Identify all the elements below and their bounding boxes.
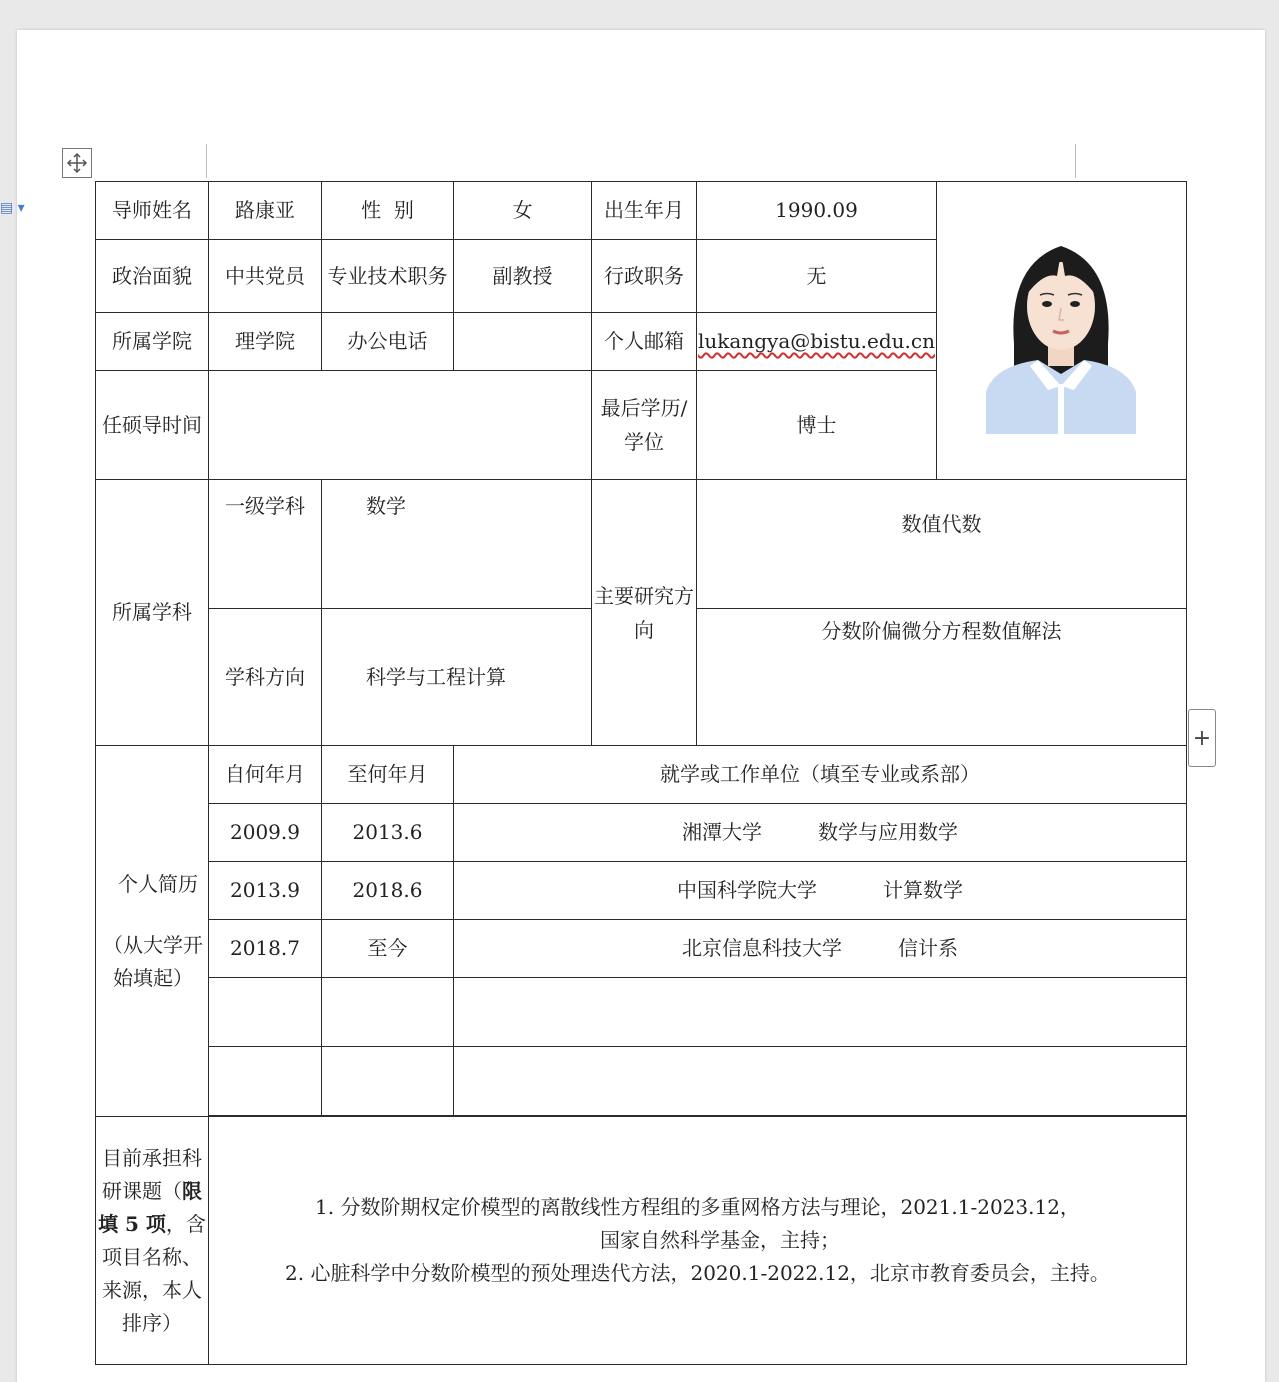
project-item: 1. 分数阶期权定价模型的离散线性方程组的多重网格方法与理论，2021.1-2023.12， (315, 1195, 1080, 1219)
gender-value[interactable]: 女 (454, 182, 592, 240)
email-text: lukangya@bistu.edu.cn (698, 329, 935, 353)
table-row (96, 920, 1187, 978)
resume-to[interactable]: 2018.6 (322, 862, 454, 920)
resume-label: 个人简历 (118, 871, 198, 896)
resume-major: 信计系 (898, 936, 958, 960)
research-label: 主要研究方向 (592, 480, 697, 746)
email-value[interactable] (697, 313, 937, 371)
title-value[interactable]: 副教授 (454, 240, 592, 313)
resume-unit[interactable] (454, 920, 1187, 978)
resume-from[interactable]: 2018.7 (209, 920, 322, 978)
birth-value[interactable]: 1990.09 (697, 182, 937, 240)
resume-unit[interactable] (454, 804, 1187, 862)
name-label: 导师姓名 (96, 182, 209, 240)
politics-value[interactable]: 中共党员 (209, 240, 322, 313)
admin-value[interactable]: 无 (697, 240, 937, 313)
resume-unit-header: 就学或工作单位（填至专业或系部） (454, 746, 1187, 804)
office-phone-label: 办公电话 (322, 313, 454, 371)
resume-school: 湘潭大学 (682, 820, 762, 844)
resume-school: 北京信息科技大学 (682, 936, 842, 960)
name-value[interactable]: 路康亚 (209, 182, 322, 240)
birth-label: 出生年月 (592, 182, 697, 240)
resume-from-header: 自何年月 (209, 746, 322, 804)
photo-cell (937, 182, 1187, 480)
college-value[interactable]: 理学院 (209, 313, 322, 371)
resume-major: 数学与应用数学 (818, 820, 958, 844)
table-row (96, 804, 1187, 862)
resume-note: （从大学开始填起） (103, 932, 203, 990)
resume-from[interactable]: 2013.9 (209, 862, 322, 920)
crop-mark (206, 144, 207, 178)
politics-label: 政治面貌 (96, 240, 209, 313)
degree-label: 最后学历/学位 (592, 371, 697, 480)
resume-to-empty[interactable] (322, 1047, 454, 1116)
resume-school: 中国科学院大学 (677, 878, 817, 902)
first-level-value[interactable]: 数学 (322, 480, 592, 609)
email-label: 个人邮箱 (592, 313, 697, 371)
table-row (96, 1047, 1187, 1116)
projects-label (96, 1117, 209, 1365)
paste-options-icon[interactable]: ▤ ▾ (0, 200, 25, 216)
projects-content[interactable] (209, 1117, 1187, 1365)
title-label: 专业技术职务 (322, 240, 454, 313)
table-row (96, 978, 1187, 1047)
resume-to-empty[interactable] (322, 978, 454, 1047)
mentor-info-table (95, 181, 1187, 1365)
projects-label-part: 目前承担科研课题（ (102, 1145, 202, 1203)
table-move-handle-icon[interactable] (62, 148, 92, 178)
resume-from-empty[interactable] (209, 1047, 322, 1116)
portrait-photo (986, 224, 1136, 434)
resume-from-empty[interactable] (209, 978, 322, 1047)
first-level-label: 一级学科 (209, 480, 322, 609)
supervisor-since-label: 任硕导时间 (96, 371, 209, 480)
table-row (96, 862, 1187, 920)
degree-value[interactable]: 博士 (697, 371, 937, 480)
crop-mark (1075, 144, 1076, 178)
resume-unit[interactable] (454, 862, 1187, 920)
resume-major: 计算数学 (883, 878, 963, 902)
resume-unit-empty[interactable] (454, 978, 1187, 1047)
resume-to[interactable]: 2013.6 (322, 804, 454, 862)
direction-label: 学科方向 (209, 609, 322, 746)
resume-label-cell (96, 746, 209, 1117)
research-value-2[interactable]: 分数阶偏微分方程数值解法 (697, 609, 1187, 746)
resume-from[interactable]: 2009.9 (209, 804, 322, 862)
office-phone-value[interactable] (454, 313, 592, 371)
projects-label-part: ，含项目名称、来源，本人排序） (102, 1211, 206, 1335)
projects-label-bold: 限填 5 项 (98, 1178, 202, 1236)
college-label: 所属学院 (96, 313, 209, 371)
admin-label: 行政职务 (592, 240, 697, 313)
project-item-continued: 国家自然科学基金，主持； (600, 1228, 840, 1252)
discipline-label: 所属学科 (96, 480, 209, 746)
supervisor-since-value[interactable] (209, 371, 592, 480)
resume-unit-empty[interactable] (454, 1047, 1187, 1116)
research-value-1[interactable]: 数值代数 (697, 480, 1187, 609)
direction-value[interactable]: 科学与工程计算 (322, 609, 592, 746)
gender-label: 性 别 (322, 182, 454, 240)
add-row-icon[interactable]: + (1188, 709, 1216, 767)
project-item: 2. 心脏科学中分数阶模型的预处理迭代方法，2020.1-2022.12，北京市教育委员会，主持。 (285, 1261, 1110, 1285)
resume-to-header: 至何年月 (322, 746, 454, 804)
resume-to[interactable]: 至今 (322, 920, 454, 978)
